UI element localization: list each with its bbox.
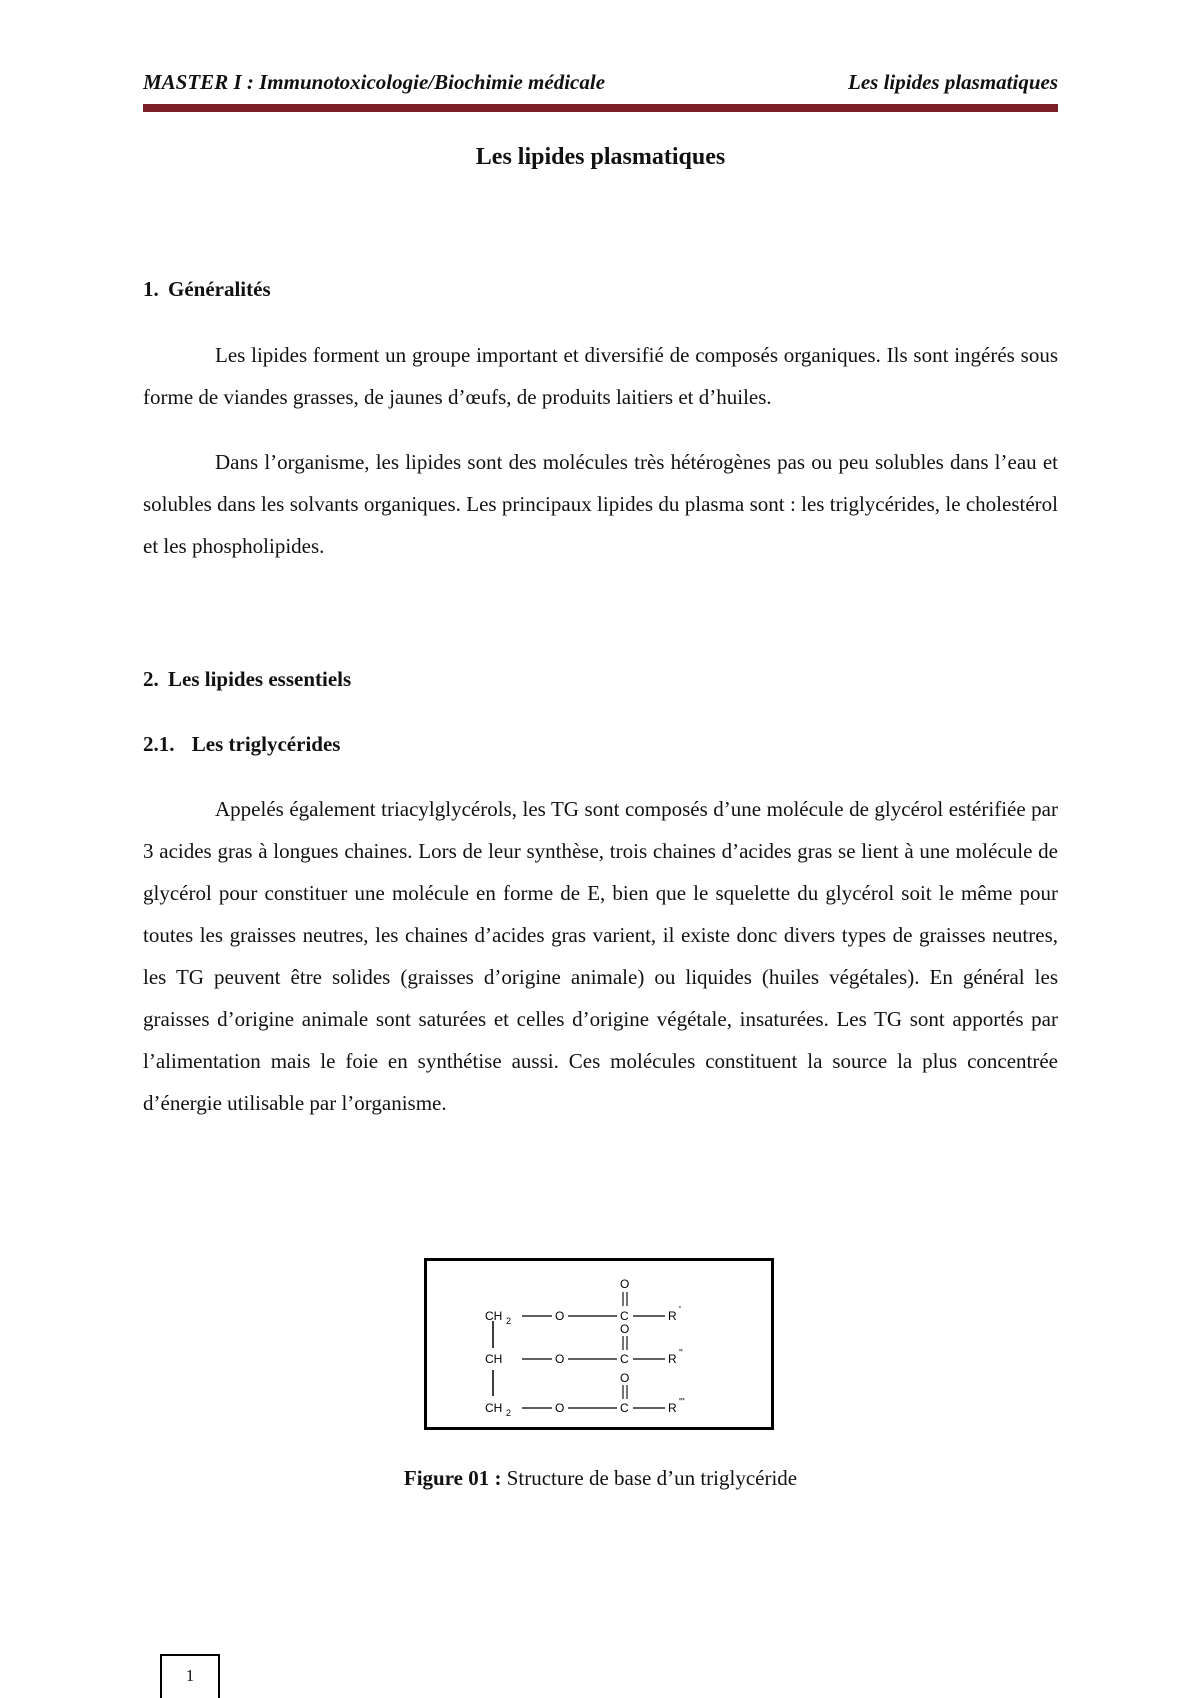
paragraph-generalites-1: Les lipides forment un groupe important et diversifié de composés organiques. Ils sont ingérés sous forme de viandes grasses, de jaunes d’œufs, de produits laitiers et d’huiles. [143, 343, 1058, 409]
ester-oxygen-2: O [555, 1352, 565, 1366]
triglyceride-structure-figure [424, 1258, 774, 1430]
ester-oxygen-1: O [555, 1309, 565, 1323]
heading-text: Généralités [168, 277, 271, 301]
fatty-acid-chain-2: R [668, 1352, 677, 1366]
carbonyl-carbon-2: C [620, 1352, 629, 1366]
heading-number: 2. [143, 667, 159, 691]
header-rule [143, 104, 1058, 112]
header-chapter-title: Les lipides plasmatiques [848, 70, 1058, 94]
backbone-carbon-3: CH [485, 1401, 503, 1415]
figure-caption-text: Structure de base d’un triglycéride [506, 1466, 798, 1490]
fatty-acid-chain-3-prime: ''' [679, 1397, 685, 1408]
heading-lipides-essentiels [143, 667, 351, 692]
heading-text: Les triglycérides [191, 732, 341, 756]
figure-caption [143, 1466, 1058, 1491]
paragraph-triglycerides: Appelés également triacylglycérols, les TG sont composés d’une molécule de glycérol estérifiée par 3 acides gras à longues chaines. Lors de leur synthèse, trois chaines d’acides gras se lient à une molécule de glycérol pour constituer une molécule en forme de E, bien que le squelette du glycérol soit le même pour toutes les graisses neutres, les chaines d’acides gras varient, il existe donc divers types de graisses neutres, les TG peuvent être solides (graisses d’origine animale) ou liquides (huiles végétales). En général les graisses d’origine animale sont saturées et celles d’origine végétale, insaturées. Les TG sont apportés par l’alimentation mais le foie en synthétise aussi. Ces molécules constituent la source la plus concentrée d’énergie utilisable par l’organisme. [143, 797, 1058, 1115]
backbone-carbon-2: CH [485, 1352, 503, 1366]
page-number: 1 [160, 1654, 220, 1698]
carbonyl-carbon-1: C [620, 1309, 629, 1323]
backbone-carbon-1: CH [485, 1309, 503, 1323]
heading-text: Les lipides essentiels [168, 667, 352, 691]
fatty-acid-chain-1-prime: ' [679, 1305, 681, 1316]
running-header [143, 70, 1058, 100]
carbonyl-oxygen-1: O [620, 1277, 630, 1291]
paragraph-generalites-2: Dans l’organisme, les lipides sont des molécules très hétérogènes pas ou peu solubles dans l’eau et solubles dans les solvants organiques. Les principaux lipides du plasma sont : les triglycérides, le cholestérol et les phospholipides. [143, 450, 1058, 558]
carbonyl-oxygen-3: O [620, 1371, 630, 1385]
carbonyl-carbon-3: C [620, 1401, 629, 1415]
header-course-title: MASTER I : Immunotoxicologie/Biochimie médicale [143, 70, 606, 94]
ester-oxygen-3: O [555, 1401, 565, 1415]
page-title: Les lipides plasmatiques [475, 144, 726, 170]
backbone-carbon-1-subscript: 2 [506, 1316, 512, 1326]
fatty-acid-chain-1: R [668, 1309, 677, 1323]
heading-number: 1. [143, 277, 159, 301]
fatty-acid-chain-3: R [668, 1401, 677, 1415]
heading-triglycerides [143, 732, 340, 757]
backbone-carbon-3-subscript: 2 [506, 1408, 512, 1418]
triglyceride-structure-diagram [427, 1261, 771, 1427]
figure-caption-label: Figure 01 : [403, 1466, 502, 1490]
fatty-acid-chain-2-prime: '' [679, 1348, 683, 1359]
heading-generalites [143, 277, 271, 302]
carbonyl-oxygen-2: O [620, 1322, 630, 1336]
heading-number: 2.1. [143, 732, 175, 756]
